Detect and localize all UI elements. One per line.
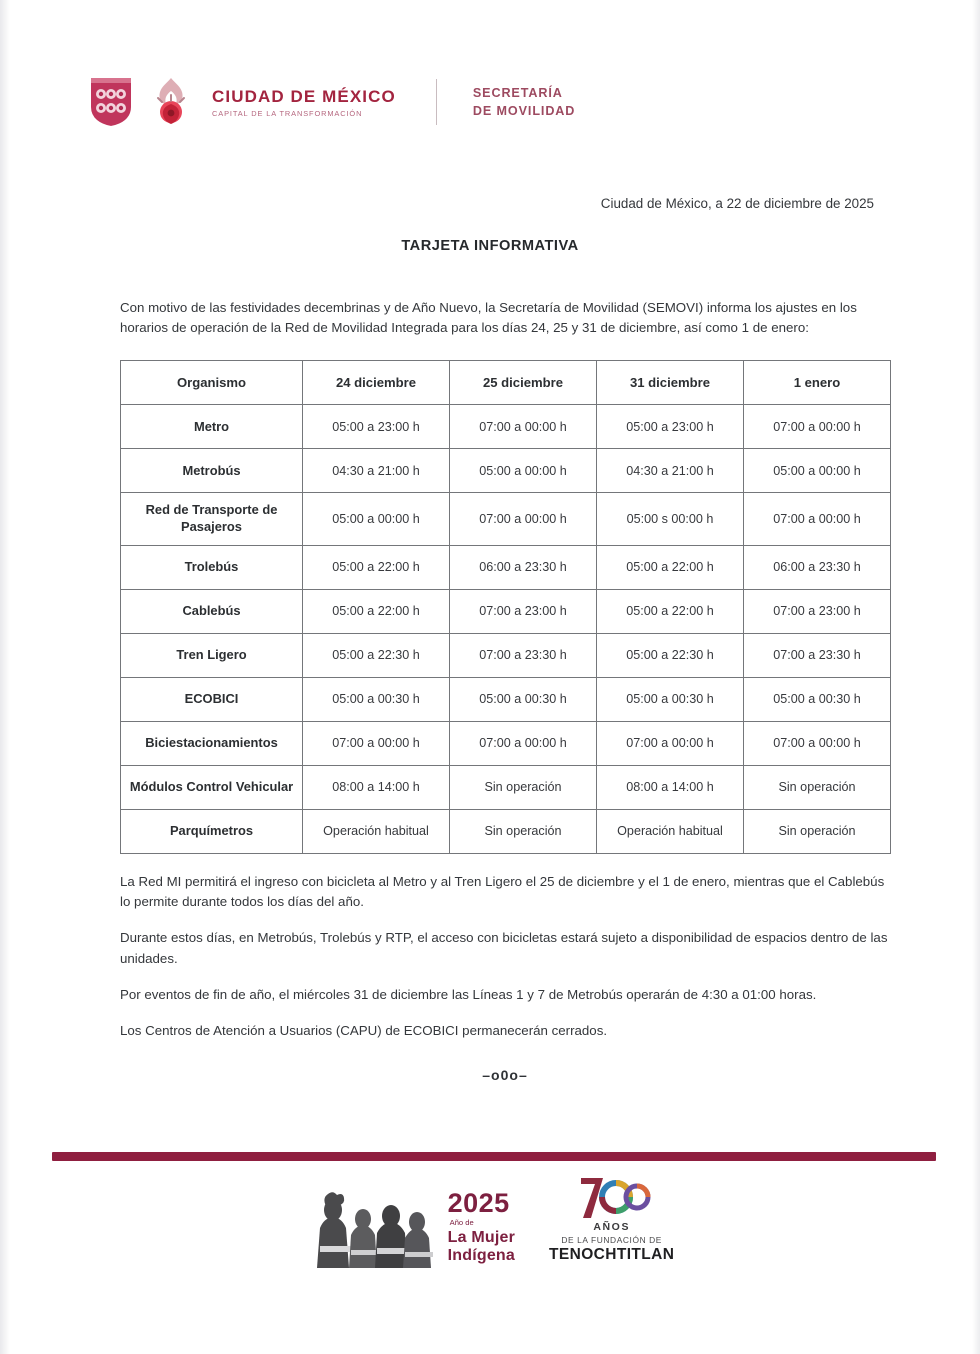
indigenous-women-illustration-icon (306, 1186, 440, 1268)
cell-1-ene: Sin operación (744, 765, 891, 809)
page-title: TARJETA INFORMATIVA (401, 238, 579, 254)
cdmx-subtitle: CAPITAL DE LA TRANSFORMACIÓN (212, 108, 363, 118)
table-row (121, 721, 891, 765)
cell-25-dic: 05:00 a 00:30 h (450, 677, 597, 721)
cell-1-ene: Sin operación (744, 809, 891, 853)
cell-organismo: Tren Ligero (121, 633, 303, 677)
cell-25-dic: 07:00 a 00:00 h (450, 405, 597, 449)
cell-31-dic: 05:00 a 00:30 h (597, 677, 744, 721)
table-row (121, 677, 891, 721)
cell-24-dic: 05:00 a 23:00 h (303, 405, 450, 449)
table-row (121, 589, 891, 633)
tenochtitlan-lockup (549, 1172, 674, 1268)
intro-paragraph: Con motivo de las festividades decembrinas y de Año Nuevo, la Secretaría de Movilidad (SEMOVI) informa los ajustes en los horarios de operación de la Red de Movilidad Integrada para los días 24, 25 y 31 de diciembre, así como 1 de enero: (120, 300, 857, 336)
schedule-table-wrapper (120, 360, 890, 854)
cell-25-dic: 07:00 a 00:00 h (450, 493, 597, 546)
cell-31-dic: 05:00 a 22:00 h (597, 589, 744, 633)
mujer-indigena-wordmark (448, 1190, 515, 1268)
cdmx-title: CIUDAD DE MÉXICO (212, 86, 396, 106)
cell-1-ene: 06:00 a 23:30 h (744, 545, 891, 589)
note-paragraph-3: Por eventos de fin de año, el miércoles 31 de diciembre las Líneas 1 y 7 de Metrobús operarán de 4:30 a 01:00 horas. (120, 986, 817, 1002)
note-paragraph-1: La Red MI permitirá el ingreso con bicicleta al Metro y al Tren Ligero el 25 de diciembre y el 1 de enero, mientras que el Cablebús lo permite durante todos los días del año. (120, 873, 885, 910)
note-paragraph-2: Durante estos días, en Metrobús, Trolebús y RTP, el acceso con bicicletas estará sujeto a disponibilidad de espacios dentro de las unidades. (120, 930, 888, 966)
cell-24-dic: 08:00 a 14:00 h (303, 765, 450, 809)
cell-1-ene: 05:00 a 00:00 h (744, 449, 891, 493)
column-header-25-diciembre: 25 diciembre (450, 361, 597, 405)
cell-1-ene: 07:00 a 00:00 h (744, 721, 891, 765)
cell-organismo: ECOBICI (121, 677, 303, 721)
cell-31-dic: 08:00 a 14:00 h (597, 765, 744, 809)
cell-25-dic: 07:00 a 23:30 h (450, 633, 597, 677)
cdmx-transformation-emblem-icon (148, 74, 194, 130)
cell-31-dic: 04:30 a 21:00 h (597, 449, 744, 493)
cell-25-dic: 07:00 a 00:00 h (450, 721, 597, 765)
institutional-header (88, 74, 575, 130)
cdmx-wordmark (212, 87, 396, 118)
cell-25-dic: 05:00 a 00:00 h (450, 449, 597, 493)
footer-rule (52, 1152, 936, 1161)
table-row (121, 493, 891, 546)
date-line: Ciudad de México, a 22 de diciembre de 2025 (600, 196, 874, 211)
cell-organismo: Parquímetros (121, 809, 303, 853)
cell-24-dic: 05:00 a 22:30 h (303, 633, 450, 677)
700-years-circular-mark-icon (569, 1172, 655, 1220)
cell-31-dic: 05:00 a 22:00 h (597, 545, 744, 589)
table-row (121, 809, 891, 853)
dependency-name (473, 84, 575, 121)
schedule-table-body (121, 405, 891, 854)
cell-organismo: Red de Transporte de Pasajeros (121, 493, 303, 546)
cell-31-dic: 05:00 s 00:00 h (597, 493, 744, 546)
note-paragraph-4: Los Centros de Atención a Usuarios (CAPU) de ECOBICI permanecerán cerrados. (120, 1022, 608, 1038)
tenochtitlan-anios: AÑOS (593, 1221, 631, 1233)
cell-24-dic: 07:00 a 00:00 h (303, 721, 450, 765)
table-row (121, 765, 891, 809)
schedule-table (120, 360, 891, 854)
footer-mujer-line1: La Mujer (447, 1229, 516, 1246)
cell-organismo: Módulos Control Vehicular (121, 765, 303, 809)
cell-1-ene: 05:00 a 00:30 h (744, 677, 891, 721)
mujer-indigena-lockup (306, 1186, 515, 1268)
cdmx-coat-of-arms-icon (88, 75, 134, 129)
document-body (120, 298, 890, 1083)
footer-mujer-line2: Indígena (447, 1247, 516, 1264)
dependency-line-1: SECRETARÍA (472, 85, 563, 100)
cell-1-ene: 07:00 a 00:00 h (744, 493, 891, 546)
cell-31-dic: Operación habitual (597, 809, 744, 853)
cell-1-ene: 07:00 a 23:30 h (744, 633, 891, 677)
cell-24-dic: Operación habitual (303, 809, 450, 853)
cell-25-dic: 07:00 a 23:00 h (450, 589, 597, 633)
footer-year: 2025 (447, 1188, 510, 1219)
cell-organismo: Metrobús (121, 449, 303, 493)
table-row (121, 545, 891, 589)
column-header-24-diciembre: 24 diciembre (303, 361, 450, 405)
column-header-organismo: Organismo (121, 361, 303, 405)
table-row (121, 405, 891, 449)
footer-ano-de: Año de (449, 1218, 474, 1228)
column-header-31-diciembre: 31 diciembre (597, 361, 744, 405)
cell-25-dic: Sin operación (450, 809, 597, 853)
cell-24-dic: 04:30 a 21:00 h (303, 449, 450, 493)
cell-24-dic: 05:00 a 22:00 h (303, 545, 450, 589)
cell-25-dic: Sin operación (450, 765, 597, 809)
table-header-row (121, 361, 891, 405)
cell-1-ene: 07:00 a 23:00 h (744, 589, 891, 633)
cell-31-dic: 05:00 a 22:30 h (597, 633, 744, 677)
column-header-1-enero: 1 enero (744, 361, 891, 405)
cell-organismo: Biciestacionamientos (121, 721, 303, 765)
tenochtitlan-de-la: DE LA FUNDACIÓN DE (561, 1235, 662, 1245)
header-divider (436, 79, 437, 125)
table-row (121, 449, 891, 493)
cell-31-dic: 05:00 a 23:00 h (597, 405, 744, 449)
end-of-document-mark: –o0o– (482, 1067, 528, 1084)
cell-24-dic: 05:00 a 00:00 h (303, 493, 450, 546)
footer-logos (0, 1172, 980, 1268)
tenochtitlan-name: TENOCHTITLAN (549, 1246, 675, 1263)
cell-25-dic: 06:00 a 23:30 h (450, 545, 597, 589)
cell-24-dic: 05:00 a 00:30 h (303, 677, 450, 721)
cell-1-ene: 07:00 a 00:00 h (744, 405, 891, 449)
dependency-line-2: DE MOVILIDAD (472, 104, 576, 118)
cell-organismo: Trolebús (121, 545, 303, 589)
cell-organismo: Metro (121, 405, 303, 449)
table-row (121, 633, 891, 677)
cell-24-dic: 05:00 a 22:00 h (303, 589, 450, 633)
cell-31-dic: 07:00 a 00:00 h (597, 721, 744, 765)
cell-organismo: Cablebús (121, 589, 303, 633)
